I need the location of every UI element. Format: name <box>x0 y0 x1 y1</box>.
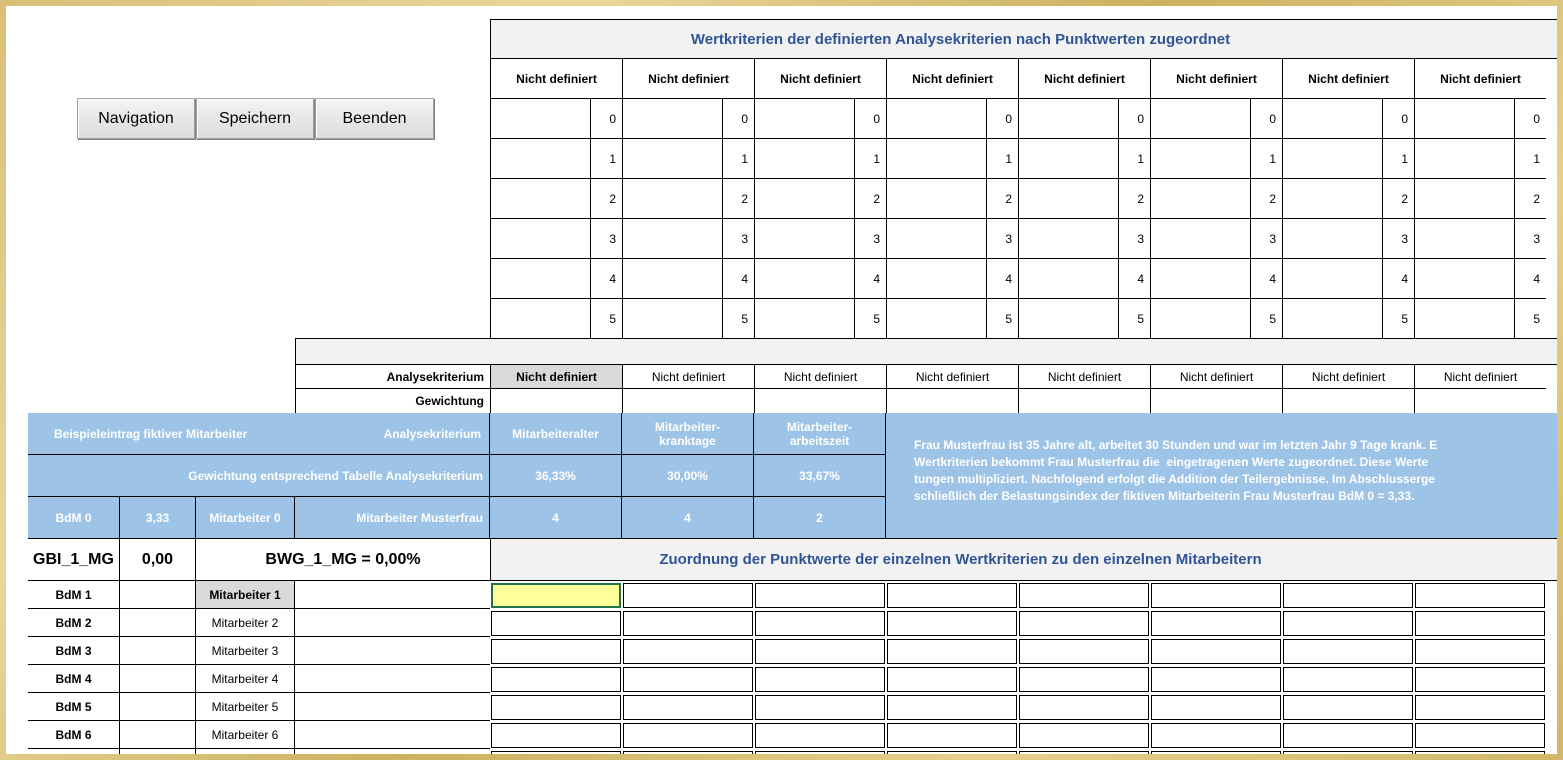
employee-name[interactable]: Mitarbeiter 3 <box>196 637 295 665</box>
score-cell: 3 <box>854 219 886 259</box>
value-input-cell[interactable] <box>754 139 854 179</box>
example-description: Frau Musterfrau ist 35 Jahre alt, arbeitet 30 Stunden und war im letzten Jahr 9 Tage krank. E Wertkriterien bekommt Frau Musterfrau die eingetragenen Werte zugeordnet. Diese Werte tungen multipliziert. Nachfolgend erfolgt die Addition der Teilergebnisse. Im Abschlusserge schließlich der Belastungsindex der fiktiven Mitarbeiterin Frau Musterfrau BdM 0 = 3,33. <box>886 413 1557 539</box>
analysis-criterion-cell[interactable]: Nicht definiert <box>886 365 1018 389</box>
score-cell: 2 <box>986 179 1018 219</box>
criteria-column-header: Nicht definiert <box>1414 59 1546 99</box>
employee-bdm-label: BdM 2 <box>28 609 120 637</box>
employee-score-cell[interactable] <box>1019 639 1149 664</box>
employee-score-cell[interactable] <box>755 695 885 720</box>
employee-score-cell[interactable] <box>1019 583 1149 608</box>
employee-name[interactable]: Mitarbeiter 2 <box>196 609 295 637</box>
value-input-cell[interactable] <box>1282 99 1382 139</box>
value-input-cell[interactable] <box>1150 179 1250 219</box>
employee-name[interactable]: Mitarbeiter 4 <box>196 665 295 693</box>
employee-bdm-label: BdM 6 <box>28 721 120 749</box>
score-cell: 2 <box>1382 179 1414 219</box>
employee-score-cell[interactable] <box>491 667 621 692</box>
weight-working-time: 33,67% <box>754 455 886 497</box>
employee-score-cell[interactable] <box>1415 611 1545 636</box>
value-input-cell[interactable] <box>754 219 854 259</box>
value-input-cell[interactable] <box>1018 179 1118 219</box>
value-input-cell[interactable] <box>886 179 986 219</box>
employee-extra-cell[interactable] <box>295 609 490 637</box>
score-cell: 2 <box>854 179 886 219</box>
quit-button[interactable]: Beenden <box>315 98 434 139</box>
employee-score-cell[interactable] <box>623 583 753 608</box>
weighting-cell[interactable] <box>1282 389 1414 413</box>
employee-score-cell[interactable] <box>623 695 753 720</box>
employee-bdm-value <box>120 693 196 721</box>
employee-name[interactable]: Mitarbeiter 5 <box>196 693 295 721</box>
gbi-label: GBI_1_MG <box>28 539 120 581</box>
score-cell: 4 <box>986 259 1018 299</box>
weighting-row-label: Gewichtung entsprechend Tabelle Analysekriterium <box>28 455 490 497</box>
criteria-column-header: Nicht definiert <box>490 59 622 99</box>
employee-score-cell[interactable] <box>887 639 1017 664</box>
employee-score-cell[interactable] <box>1283 611 1413 636</box>
employee-bdm-value <box>120 721 196 749</box>
score-cell: 3 <box>1382 219 1414 259</box>
employee-score-cell[interactable] <box>887 751 1017 754</box>
value-input-cell[interactable] <box>1018 259 1118 299</box>
score-cell: 3 <box>1250 219 1282 259</box>
employee-score-cell[interactable] <box>1283 723 1413 748</box>
example-criteria-label: Analysekriterium <box>383 426 481 441</box>
score-cell: 1 <box>1514 139 1546 179</box>
analysis-criterion-cell[interactable]: Nicht definiert <box>1150 365 1282 389</box>
employee-score-cell[interactable] <box>755 723 885 748</box>
employee-bdm-label: BdM 4 <box>28 665 120 693</box>
employee-score-cell[interactable] <box>1019 611 1149 636</box>
blank-header-band <box>295 338 1557 365</box>
employee-score-cell[interactable] <box>887 667 1017 692</box>
employee-score-cell[interactable] <box>1283 639 1413 664</box>
criterion-age: Mitarbeiteralter <box>490 413 622 455</box>
employee-score-cell[interactable] <box>491 639 621 664</box>
score-cell: 0 <box>1118 99 1150 139</box>
weighting-label: Gewichtung <box>295 389 490 413</box>
weight-sick-days: 30,00% <box>622 455 754 497</box>
employee-bdm-value <box>120 665 196 693</box>
score-cell: 5 <box>1514 299 1546 339</box>
score-cell: 0 <box>854 99 886 139</box>
employee-bdm-value <box>120 581 196 609</box>
employee-bdm-value <box>120 749 196 754</box>
criterion-sick-days: Mitarbeiter- kranktage <box>622 413 754 455</box>
value-input-cell[interactable] <box>754 259 854 299</box>
value-input-cell[interactable] <box>622 259 722 299</box>
employee-score-cell[interactable] <box>755 583 885 608</box>
employee-extra-cell[interactable] <box>295 693 490 721</box>
employee-score-cell[interactable] <box>1019 723 1149 748</box>
value-input-cell[interactable] <box>1414 179 1514 219</box>
score-cell: 2 <box>1118 179 1150 219</box>
employee-score-cell[interactable] <box>755 639 885 664</box>
employee-extra-cell[interactable] <box>295 665 490 693</box>
employee-score-cell[interactable] <box>1151 695 1281 720</box>
employee-score-cell[interactable] <box>491 751 621 754</box>
value-input-cell[interactable] <box>1282 139 1382 179</box>
value-input-cell[interactable] <box>1150 299 1250 339</box>
employee-name[interactable]: Mitarbeiter 6 <box>196 721 295 749</box>
criteria-column-header: Nicht definiert <box>1018 59 1150 99</box>
score-cell: 0 <box>590 99 622 139</box>
employee-score-cell[interactable] <box>1283 751 1413 754</box>
value-input-cell[interactable] <box>1282 219 1382 259</box>
points-working-time: 2 <box>754 497 886 539</box>
value-input-cell[interactable] <box>1150 219 1250 259</box>
criteria-column-header: Nicht definiert <box>1282 59 1414 99</box>
employee-score-cell[interactable] <box>491 611 621 636</box>
value-input-cell[interactable] <box>622 179 722 219</box>
employee-bdm-value <box>120 609 196 637</box>
employee-bdm-label: BdM 5 <box>28 693 120 721</box>
analysis-criterion-cell[interactable]: Nicht definiert <box>622 365 754 389</box>
value-input-cell[interactable] <box>622 99 722 139</box>
score-cell: 1 <box>1250 139 1282 179</box>
bdm-0-label: BdM 0 <box>28 497 120 539</box>
value-input-cell[interactable] <box>1282 259 1382 299</box>
score-cell: 5 <box>590 299 622 339</box>
employee-score-cell[interactable] <box>887 723 1017 748</box>
criteria-column-header: Nicht definiert <box>1150 59 1282 99</box>
score-cell: 3 <box>986 219 1018 259</box>
value-input-cell[interactable] <box>754 299 854 339</box>
score-cell: 1 <box>722 139 754 179</box>
score-cell: 2 <box>1514 179 1546 219</box>
analysis-criterion-cell[interactable]: Nicht definiert <box>490 365 622 389</box>
navigation-button[interactable]: Navigation <box>77 98 195 139</box>
score-cell: 5 <box>1382 299 1414 339</box>
value-input-cell[interactable] <box>1414 139 1514 179</box>
value-input-cell[interactable] <box>754 179 854 219</box>
criteria-column-header: Nicht definiert <box>622 59 754 99</box>
weighting-cell[interactable] <box>622 389 754 413</box>
score-cell: 4 <box>1382 259 1414 299</box>
analysis-criterion-cell[interactable]: Nicht definiert <box>1018 365 1150 389</box>
employee-score-cell[interactable] <box>755 667 885 692</box>
gbi-value: 0,00 <box>120 539 196 581</box>
score-cell: 5 <box>722 299 754 339</box>
value-input-cell[interactable] <box>1282 299 1382 339</box>
employee-score-cell[interactable] <box>1151 639 1281 664</box>
value-input-cell[interactable] <box>1282 179 1382 219</box>
employee-score-cell[interactable] <box>1151 751 1281 754</box>
employee-0-label: Mitarbeiter 0 <box>196 497 295 539</box>
value-input-cell[interactable] <box>1018 219 1118 259</box>
analysis-criterion-cell[interactable]: Nicht definiert <box>1414 365 1546 389</box>
employee-score-cell[interactable] <box>1019 667 1149 692</box>
score-cell: 1 <box>986 139 1018 179</box>
value-input-cell[interactable] <box>1414 259 1514 299</box>
value-input-cell[interactable] <box>1150 259 1250 299</box>
score-cell: 3 <box>722 219 754 259</box>
score-cell: 4 <box>590 259 622 299</box>
value-input-cell[interactable] <box>490 299 590 339</box>
weighting-cell[interactable] <box>886 389 1018 413</box>
value-input-cell[interactable] <box>1150 139 1250 179</box>
employee-score-cell[interactable] <box>1151 583 1281 608</box>
employee-score-cell[interactable] <box>1151 667 1281 692</box>
employee-score-cell[interactable] <box>1283 583 1413 608</box>
employee-bdm-value <box>120 637 196 665</box>
score-cell: 1 <box>590 139 622 179</box>
employee-extra-cell[interactable] <box>295 637 490 665</box>
save-button[interactable]: Speichern <box>196 98 314 139</box>
employee-score-cell[interactable] <box>1283 695 1413 720</box>
score-cell: 5 <box>1118 299 1150 339</box>
score-cell: 3 <box>1514 219 1546 259</box>
criteria-column-header: Nicht definiert <box>886 59 1018 99</box>
criterion-working-time: Mitarbeiter- arbeitszeit <box>754 413 886 455</box>
value-input-cell[interactable] <box>490 219 590 259</box>
employee-score-cell[interactable] <box>887 583 1017 608</box>
value-input-cell[interactable] <box>886 259 986 299</box>
employee-extra-cell[interactable] <box>295 749 490 754</box>
score-cell: 5 <box>986 299 1018 339</box>
selected-cell[interactable] <box>491 583 621 608</box>
employee-score-cell[interactable] <box>1019 751 1149 754</box>
score-cell: 2 <box>722 179 754 219</box>
employee-score-cell[interactable] <box>755 751 885 754</box>
score-cell: 4 <box>854 259 886 299</box>
employee-score-cell[interactable] <box>1019 695 1149 720</box>
score-cell: 0 <box>986 99 1018 139</box>
score-cell: 5 <box>854 299 886 339</box>
employee-score-cell[interactable] <box>491 695 621 720</box>
points-age: 4 <box>490 497 622 539</box>
employee-score-cell[interactable] <box>887 611 1017 636</box>
value-input-cell[interactable] <box>886 99 986 139</box>
score-cell: 4 <box>722 259 754 299</box>
score-cell: 5 <box>1250 299 1282 339</box>
assignment-title: Zuordnung der Punktwerte der einzelnen Wertkriterien zu den einzelnen Mitarbeitern <box>490 539 1557 581</box>
value-input-cell[interactable] <box>1018 99 1118 139</box>
value-input-cell[interactable] <box>886 139 986 179</box>
score-cell: 0 <box>1250 99 1282 139</box>
employee-score-cell[interactable] <box>1151 611 1281 636</box>
employee-score-cell[interactable] <box>491 723 621 748</box>
score-cell: 3 <box>590 219 622 259</box>
bwg-value: BWG_1_MG = 0,00% <box>196 539 490 581</box>
employee-name[interactable] <box>196 749 295 754</box>
employee-score-cell[interactable] <box>887 695 1017 720</box>
employee-score-cell[interactable] <box>623 667 753 692</box>
employee-score-cell[interactable] <box>623 639 753 664</box>
employee-score-cell[interactable] <box>1415 667 1545 692</box>
employee-score-cell[interactable] <box>1415 639 1545 664</box>
value-input-cell[interactable] <box>490 259 590 299</box>
score-cell: 2 <box>1250 179 1282 219</box>
value-input-cell[interactable] <box>490 139 590 179</box>
weighting-cell[interactable] <box>1150 389 1282 413</box>
bdm-0-value: 3,33 <box>120 497 196 539</box>
employee-score-cell[interactable] <box>623 723 753 748</box>
score-cell: 2 <box>590 179 622 219</box>
employee-score-cell[interactable] <box>1415 723 1545 748</box>
weighting-cell[interactable] <box>1414 389 1546 413</box>
header-title: Wertkriterien der definierten Analysekriterien nach Punktwerten zugeordnet <box>490 19 1557 59</box>
weighting-cell[interactable] <box>1018 389 1150 413</box>
score-cell: 3 <box>1118 219 1150 259</box>
score-cell: 1 <box>854 139 886 179</box>
value-input-cell[interactable] <box>1414 219 1514 259</box>
employee-bdm-label: BdM 3 <box>28 637 120 665</box>
score-cell: 4 <box>1118 259 1150 299</box>
score-cell: 0 <box>1514 99 1546 139</box>
example-entry-label: Beispieleintrag fiktiver Mitarbeiter <box>54 426 248 441</box>
employee-score-cell[interactable] <box>1283 667 1413 692</box>
employee-score-cell[interactable] <box>1415 751 1545 754</box>
employee-score-cell[interactable] <box>755 611 885 636</box>
weighting-cell[interactable] <box>754 389 886 413</box>
weighting-cell[interactable] <box>490 389 622 413</box>
analysis-criterion-cell[interactable]: Nicht definiert <box>1282 365 1414 389</box>
analysis-criterion-cell[interactable]: Nicht definiert <box>754 365 886 389</box>
value-input-cell[interactable] <box>490 99 590 139</box>
value-input-cell[interactable] <box>622 299 722 339</box>
employee-bdm-label: BdM 1 <box>28 581 120 609</box>
weight-age: 36,33% <box>490 455 622 497</box>
criteria-column-header: Nicht definiert <box>754 59 886 99</box>
value-input-cell[interactable] <box>1414 99 1514 139</box>
value-input-cell[interactable] <box>1414 299 1514 339</box>
employee-score-cell[interactable] <box>623 751 753 754</box>
score-cell: 4 <box>1514 259 1546 299</box>
value-input-cell[interactable] <box>886 219 986 259</box>
value-input-cell[interactable] <box>754 99 854 139</box>
employee-0-name: Mitarbeiter Musterfrau <box>295 497 490 539</box>
employee-extra-cell[interactable] <box>295 721 490 749</box>
value-input-cell[interactable] <box>1018 139 1118 179</box>
score-cell: 1 <box>1382 139 1414 179</box>
value-input-cell[interactable] <box>886 299 986 339</box>
employee-score-cell[interactable] <box>1415 583 1545 608</box>
value-input-cell[interactable] <box>622 219 722 259</box>
analysis-label: Analysekriterium <box>295 365 490 389</box>
employee-name[interactable]: Mitarbeiter 1 <box>196 581 295 609</box>
employee-score-cell[interactable] <box>623 611 753 636</box>
spreadsheet <box>6 6 1557 754</box>
value-input-cell[interactable] <box>1018 299 1118 339</box>
score-cell: 0 <box>722 99 754 139</box>
employee-score-cell[interactable] <box>1415 695 1545 720</box>
score-cell: 4 <box>1250 259 1282 299</box>
employee-bdm-label <box>28 749 120 754</box>
employee-score-cell[interactable] <box>1151 723 1281 748</box>
score-cell: 0 <box>1382 99 1414 139</box>
score-cell: 1 <box>1118 139 1150 179</box>
value-input-cell[interactable] <box>1150 99 1250 139</box>
employee-extra-cell[interactable] <box>295 581 490 609</box>
points-sick-days: 4 <box>622 497 754 539</box>
value-input-cell[interactable] <box>490 179 590 219</box>
value-input-cell[interactable] <box>622 139 722 179</box>
example-header-row <box>28 413 490 455</box>
